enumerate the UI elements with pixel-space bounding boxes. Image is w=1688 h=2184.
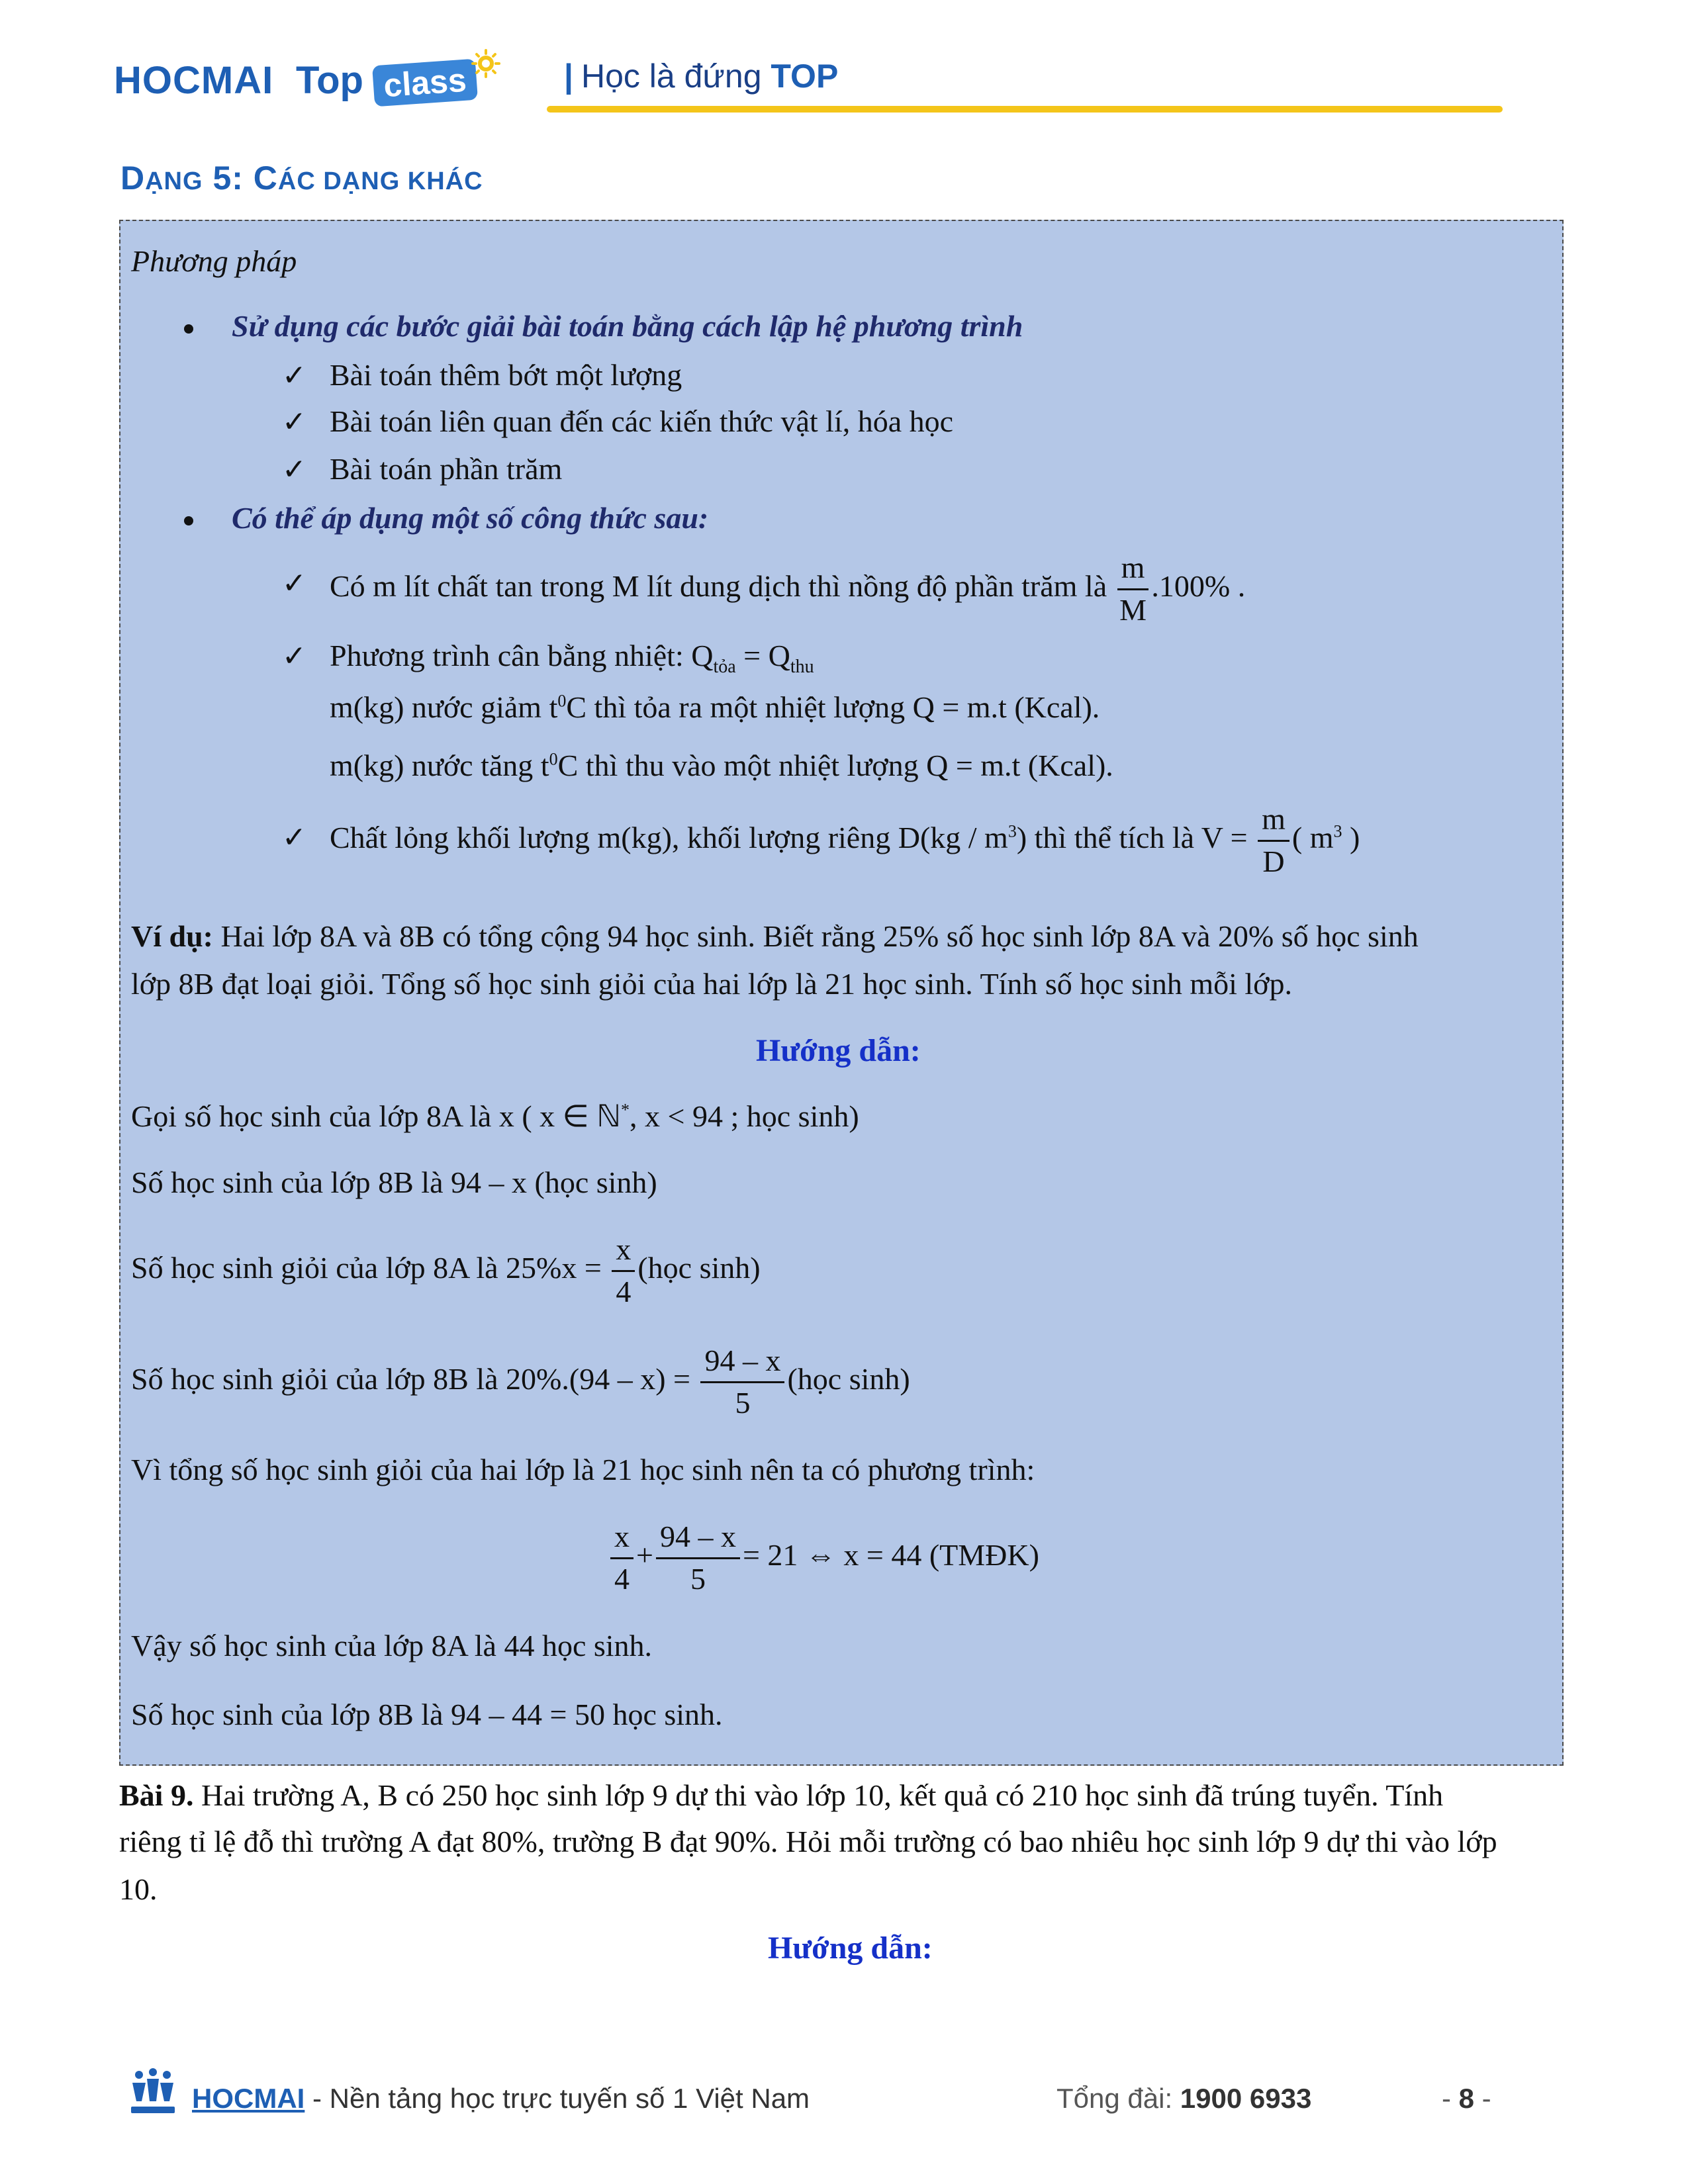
fraction-denominator: 4 [616,1274,632,1308]
formula-heat-gain [330,751,1113,781]
fraction-denominator: 4 [614,1561,630,1596]
fraction-94-minus-x-over-5 [656,1520,740,1597]
footer-brand-link[interactable]: HOCMAI [192,2083,305,2114]
formula-2-sub-toa: tỏa [713,657,736,678]
formula-3-sup: 3 [1008,821,1017,841]
exercise-line-3: 10. [119,1872,158,1906]
solution-step-1 [131,1101,859,1132]
slogan-text: Học là đứng [581,58,762,95]
hotline-number: 1900 6933 [1180,2083,1312,2114]
formula-3-text: Chất lỏng khối lượng m(kg), khối lượng riêng D(kg / m [330,820,1008,854]
page-prefix: - [1442,2083,1459,2114]
fraction-denominator: M [1119,592,1147,627]
fraction-94-minus-x-over-5 [700,1343,784,1421]
page-value: 8 [1458,2083,1475,2114]
fraction-m-over-D [1258,802,1289,880]
solution-step-6: Vậy số học sinh của lớp 8A là 44 học sinh. [131,1629,653,1662]
logo-top-text: Top [296,59,363,102]
bullet-dot [184,516,193,525]
solution-equation [608,1520,1039,1597]
formula-2-line2-sup: 0 [557,691,567,711]
fraction-m-over-M [1117,551,1149,628]
page-suffix: - [1474,2083,1491,2114]
footer-brand [192,2083,810,2115]
formula-3-tail-sup: 3 [1333,821,1342,841]
bullet-dot [184,324,193,334]
logo-sun-icon [471,49,500,78]
formula-2-line3-a: m(kg) nước tăng t [330,749,549,782]
fraction-numerator: 94 – x [700,1343,784,1383]
formula-2-line3-sup: 0 [549,749,558,769]
formula-2-line3-b: C thì thu vào một nhiệt lượng Q = m.t (Kcal). [557,749,1113,782]
formula-2-sub-thu: thu [790,657,814,678]
checkmark-icon: ✓ [282,405,306,439]
fraction-x-over-4 [612,1232,635,1310]
page-footer [130,2068,1520,2121]
formula-3-mid: ) thì thể tích là V = [1016,820,1248,854]
fraction-numerator: 94 – x [656,1520,740,1559]
example-line-2: lớp 8B đạt loại giỏi. Tổng số học sinh giỏi của hai lớp là 21 học sinh. Tính số học sinh mỗi lớp. [131,967,1292,1001]
fraction-numerator: m [1117,551,1149,590]
fraction-denominator: D [1262,844,1285,878]
equation-tail: = 21 ⇔ x = 44 (TMĐK) [742,1537,1039,1572]
exercise-line-2: riêng tỉ lệ đỗ thì trường A đạt 80%, trường B đạt 90%. Hỏi mỗi trường có bao nhiêu học sinh lớp 9 dự thi vào lớp [119,1825,1497,1858]
formula-volume [330,802,1360,880]
step-1-sup: * [621,1100,630,1120]
equation-plus: + [636,1537,653,1572]
exercise-label: Bài 9. [119,1778,194,1812]
exercise-text-1: Hai trường A, B có 250 học sinh lớp 9 dự thi vào lớp 10, kết quả có 210 học sinh đã trúng tuyển. Tính [193,1778,1444,1812]
checkmark-icon: ✓ [282,639,306,673]
formula-heat-loss [330,692,1100,723]
title-part-d: D [120,159,146,197]
fraction-denominator: 5 [690,1561,706,1596]
step-1-a: Gọi số học sinh của lớp 8A là x ( x ∈ ℕ [131,1099,622,1133]
solution-step-7: Số học sinh của lớp 8B là 94 – 44 = 50 học sinh. [131,1698,723,1731]
checkmark-icon: ✓ [282,359,306,392]
slogan-separator: | [564,58,573,95]
step-4-a: Số học sinh giỏi của lớp 8B là 20%.(94 – x) = [131,1361,690,1396]
formula-2-eq: = Q [735,639,790,672]
page-number [1442,2083,1491,2115]
checkmark-icon: ✓ [282,821,306,854]
title-part-ac: ÁC DẠNG KHÁC [277,167,483,195]
solution-step-2: Số học sinh của lớp 8B là 94 – x (học sinh) [131,1165,657,1199]
example-label: Ví dụ: [131,919,213,953]
step-3-b: (học sinh) [637,1250,761,1285]
fraction-denominator: 5 [735,1385,751,1420]
solution-step-4 [131,1343,910,1421]
formula-1-tail: .100% . [1151,569,1246,603]
method-check-2: Bài toán liên quan đến các kiến thức vật lí, hóa học [330,404,954,438]
method-check-3: Bài toán phần trăm [330,452,563,486]
exercise-guide-heading: Hướng dẫn: [768,1931,933,1966]
formula-3-tail-b: ) [1342,820,1360,854]
exercise-line-1 [119,1780,1443,1811]
example-line-1 [131,921,1419,952]
formula-heat-balance [330,641,814,676]
method-bullet-1: Sử dụng các bước giải bài toán bằng cách lập hệ phương trình [232,309,1023,343]
section-title [120,159,483,197]
method-bullet-2: Có thể áp dụng một số công thức sau: [232,501,709,535]
example-text-1: Hai lớp 8A và 8B có tổng cộng 94 học sinh. Biết rằng 25% số học sinh lớp 8A và 20% số học sinh [212,919,1419,953]
example-guide-heading: Hướng dẫn: [756,1033,921,1068]
logo-class-text: class [382,61,468,105]
step-3-a: Số học sinh giỏi của lớp 8A là 25%x = [131,1250,602,1285]
formula-concentration [330,551,1245,628]
solution-step-5: Vì tổng số học sinh giỏi của hai lớp là 21 học sinh nên ta có phương trình: [131,1453,1035,1486]
slogan-top: TOP [771,58,839,95]
fraction-x-over-4 [610,1520,633,1597]
fraction-numerator: m [1258,802,1289,842]
logo-hocmai-text: HOCMAI [114,59,274,102]
title-part-5: 5: C [203,159,278,197]
formula-1-text: Có m lít chất tan trong M lít dung dịch thì nồng độ phần trăm là [330,569,1107,603]
checkmark-icon: ✓ [282,567,306,600]
fraction-numerator: x [610,1520,633,1559]
method-example-box [119,220,1564,1766]
formula-2-line2-b: C thì tỏa ra một nhiệt lượng Q = m.t (Kcal). [566,690,1100,724]
formula-2-line2-a: m(kg) nước giảm t [330,690,558,724]
title-part-ang: ẠNG [145,167,203,195]
hotline-label: Tổng đài: [1056,2083,1180,2114]
method-check-1: Bài toán thêm bớt một lượng [330,358,682,392]
step-1-b: , x < 94 ; học sinh) [630,1099,859,1133]
header-slogan [564,57,838,95]
header-underline [547,106,1503,113]
fraction-numerator: x [612,1232,635,1272]
solution-step-3 [131,1232,761,1310]
footer-tagline: - Nền tảng học trực tuyến số 1 Việt Nam [305,2083,810,2114]
method-heading: Phương pháp [131,244,297,278]
logo-class-badge [372,59,478,107]
step-4-b: (học sinh) [787,1361,910,1396]
hocmai-people-icon [130,2068,176,2117]
footer-hotline [1056,2083,1311,2115]
formula-3-tail-a: ( m [1291,820,1334,854]
checkmark-icon: ✓ [282,453,306,486]
formula-2-text: Phương trình cân bằng nhiệt: Q [330,639,714,672]
